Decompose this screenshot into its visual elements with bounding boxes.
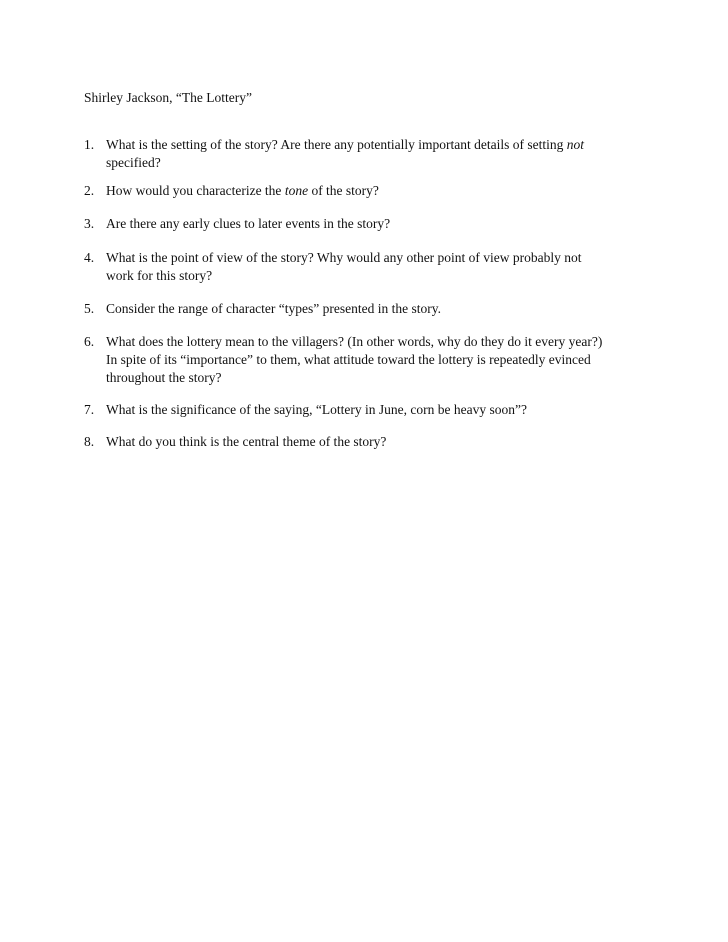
question-line: work for this story? bbox=[106, 268, 213, 283]
question-text bbox=[106, 300, 644, 318]
document-title: Shirley Jackson, “The Lottery” bbox=[84, 90, 252, 105]
question-text bbox=[106, 136, 644, 172]
question-text bbox=[106, 249, 644, 285]
question-text bbox=[106, 215, 644, 233]
question-line bbox=[106, 182, 644, 200]
question-line: What is the significance of the saying, “Lottery in June, corn be heavy soon”? bbox=[106, 402, 527, 417]
question-1 bbox=[84, 136, 644, 172]
question-number: 2. bbox=[84, 183, 95, 198]
question-line: What does the lottery mean to the villagers? (In other words, why do they do it every year?) bbox=[106, 334, 603, 349]
question-text bbox=[106, 433, 644, 451]
question-text bbox=[106, 401, 644, 419]
question-number: 4. bbox=[84, 250, 95, 265]
question-line: What do you think is the central theme of the story? bbox=[106, 434, 387, 449]
question-3 bbox=[84, 215, 644, 233]
question-line bbox=[106, 136, 644, 154]
question-text bbox=[106, 333, 644, 387]
question-8 bbox=[84, 433, 644, 451]
question-emphasis: not bbox=[566, 137, 585, 152]
question-text-segment: What is the setting of the story? Are there any potentially important details of setting bbox=[106, 137, 567, 152]
question-2 bbox=[84, 182, 644, 200]
question-text-segment: of the story? bbox=[308, 183, 379, 198]
question-line: throughout the story? bbox=[106, 370, 222, 385]
question-number: 7. bbox=[84, 402, 95, 417]
question-number: 8. bbox=[84, 434, 95, 449]
question-line: Are there any early clues to later events in the story? bbox=[106, 216, 391, 231]
question-line: specified? bbox=[106, 155, 161, 170]
question-line: Consider the range of character “types” presented in the story. bbox=[106, 301, 441, 316]
question-emphasis: tone bbox=[284, 183, 309, 198]
question-text-segment: How would you characterize the bbox=[106, 183, 285, 198]
question-7 bbox=[84, 401, 644, 419]
question-number: 1. bbox=[84, 137, 95, 152]
question-line: What is the point of view of the story? Why would any other point of view probably not bbox=[106, 250, 582, 265]
question-text bbox=[106, 182, 644, 200]
question-5 bbox=[84, 300, 644, 318]
question-line: In spite of its “importance” to them, what attitude toward the lottery is repeatedly evinced bbox=[106, 352, 591, 367]
question-number: 5. bbox=[84, 301, 95, 316]
question-4 bbox=[84, 249, 644, 285]
question-number: 6. bbox=[84, 334, 95, 349]
question-number: 3. bbox=[84, 216, 95, 231]
question-6 bbox=[84, 333, 644, 387]
